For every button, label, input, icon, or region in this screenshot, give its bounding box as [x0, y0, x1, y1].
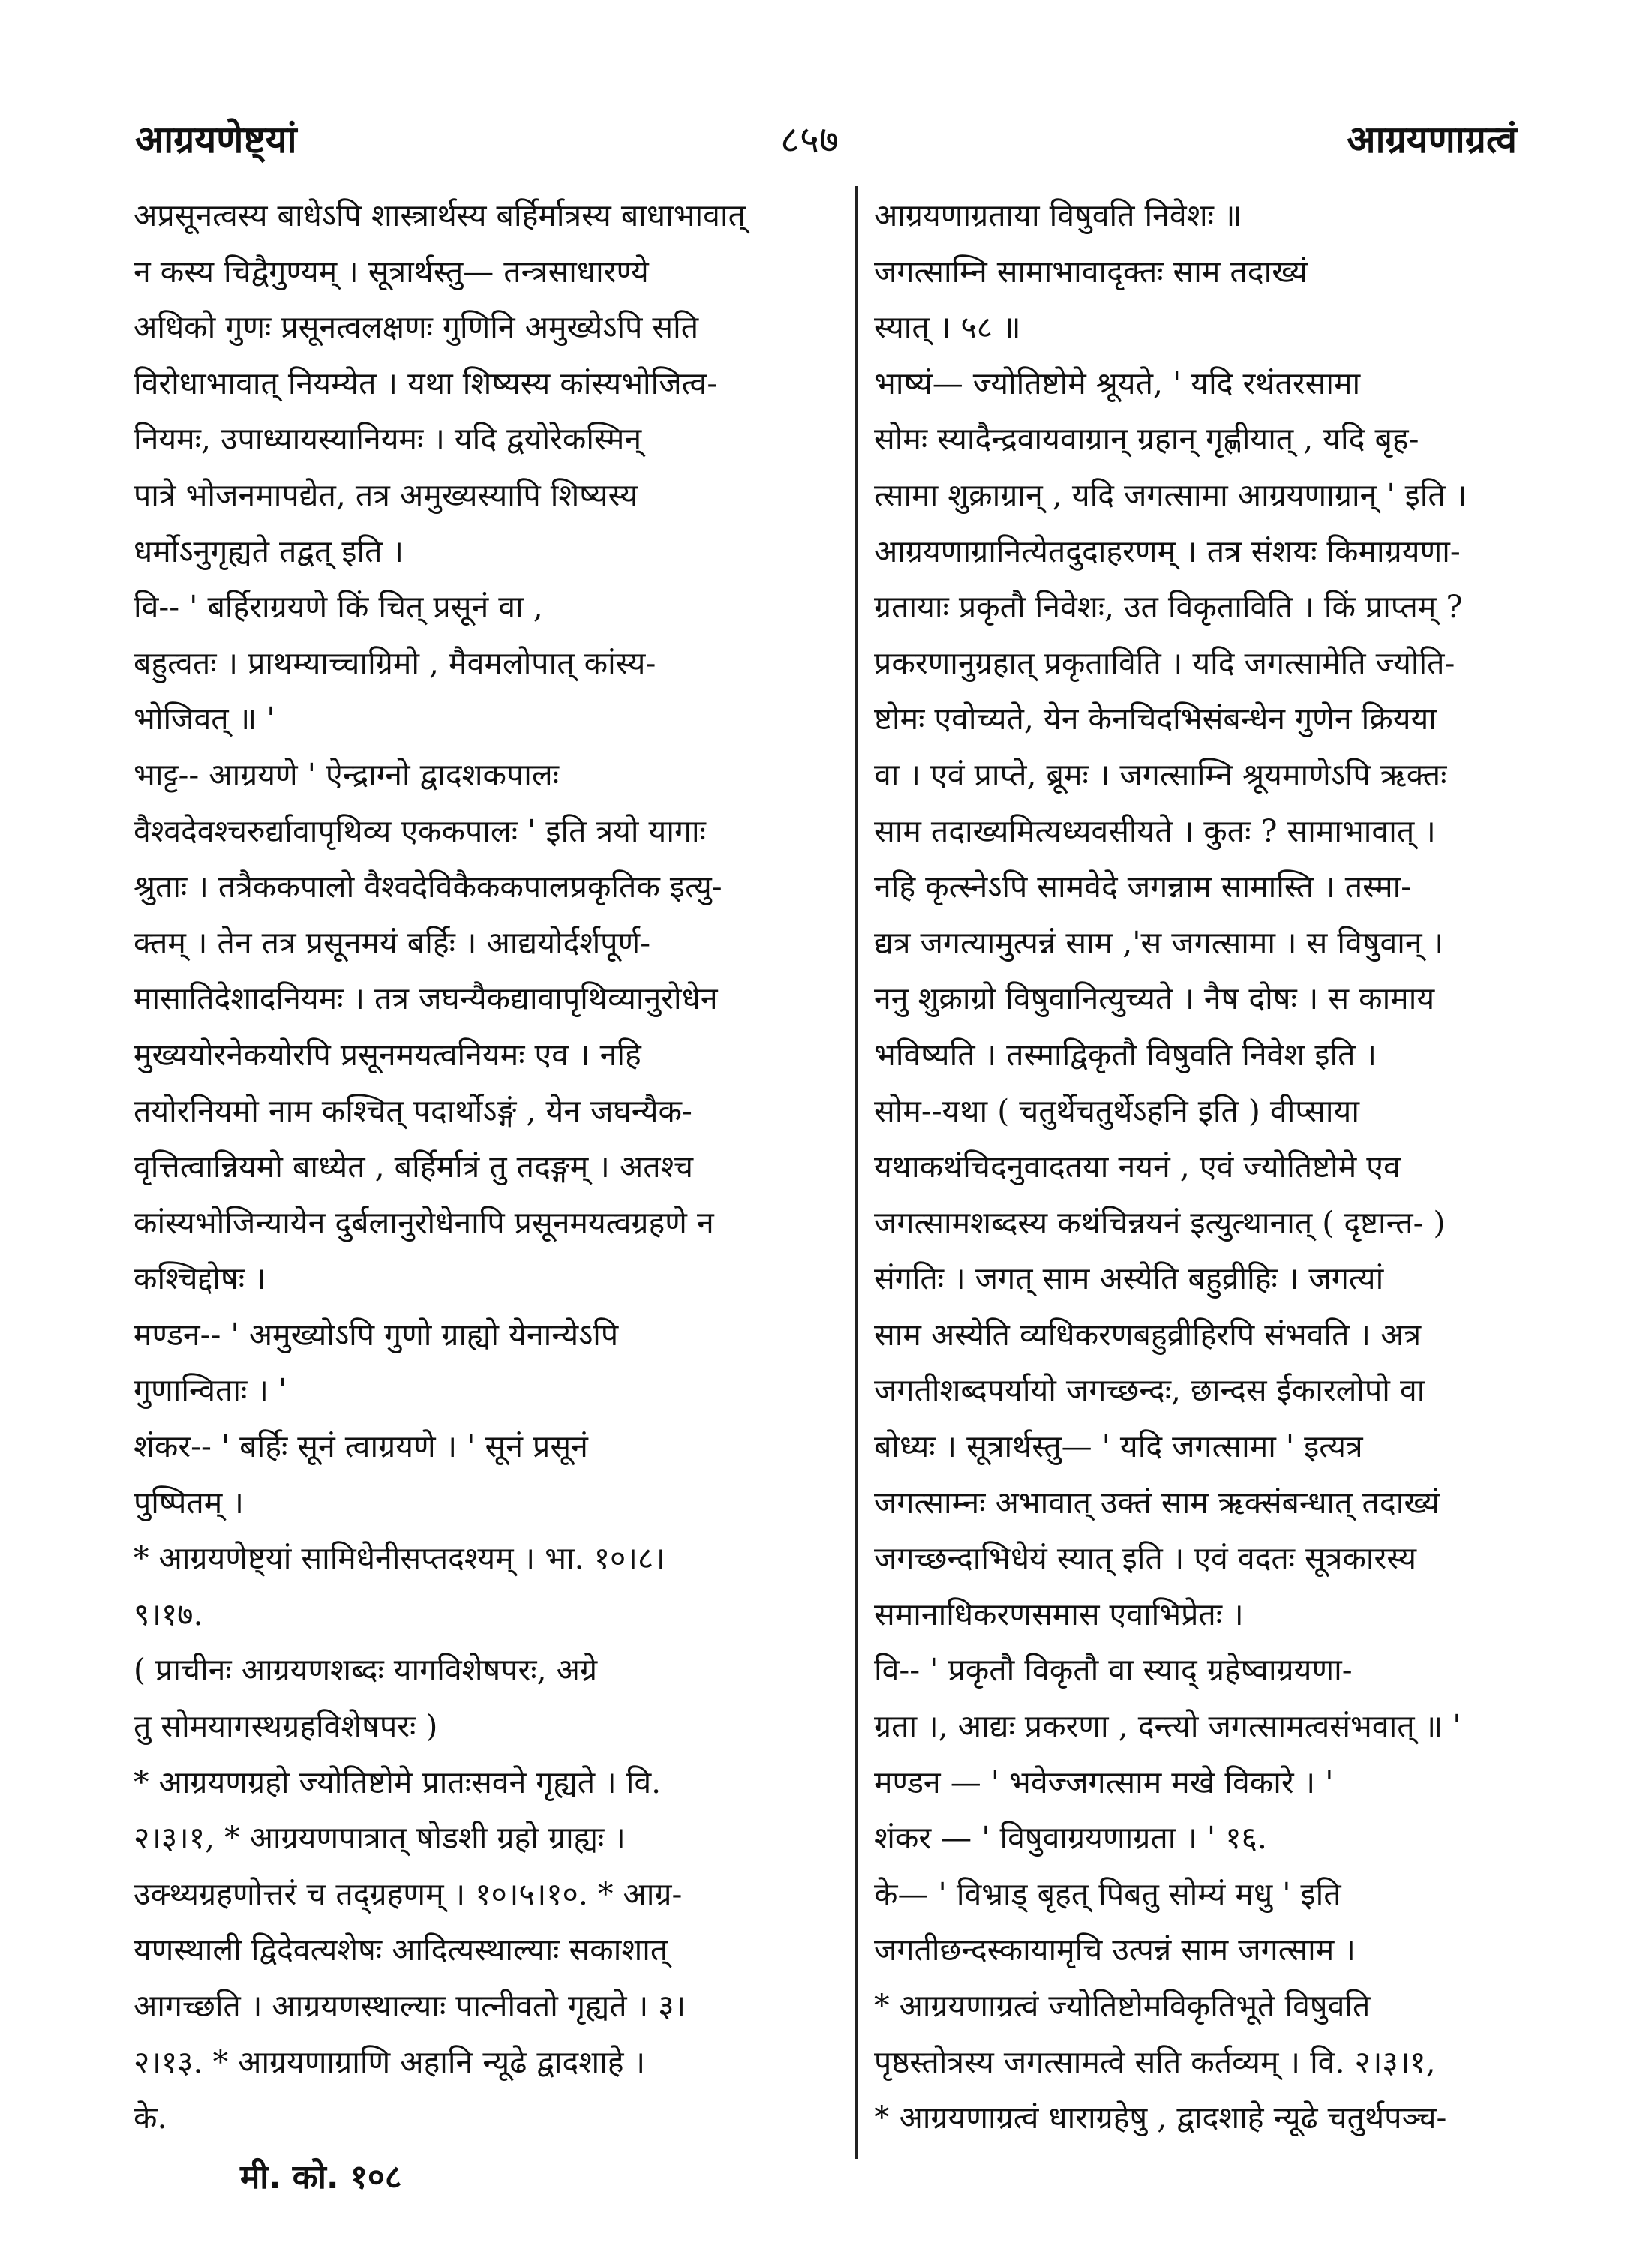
- text-line: धर्मोऽनुगृह्यते तद्वत् इति ।: [134, 533, 404, 569]
- text-line: * आग्रयणाग्रत्वं धाराग्रहेषु , द्वादशाहे न्यूढे चतुर्थपञ्च-: [874, 2100, 1447, 2136]
- text-line: शंकर-- ' बर्हिः सूनं त्वाग्रयणे । ' सूनं प्रसूनं: [134, 1428, 588, 1465]
- running-head-right: आग्रयणाग्रत्वं: [1347, 118, 1517, 161]
- text-line: समानाधिकरणसमास एवाभिप्रेतः ।: [874, 1596, 1244, 1632]
- left-column: [134, 188, 839, 2146]
- text-line: तु सोमयागस्थग्रहविशेषपरः ): [134, 1708, 438, 1745]
- text-line: जगत्साम्नि सामाभावादृक्तः साम तदाख्यं: [874, 253, 1308, 290]
- text-line: के.: [134, 2100, 167, 2136]
- text-line: मुख्ययोरनेकयोरपि प्रसूनमयत्वनियमः एव । नहि: [134, 1036, 641, 1073]
- right-column: [874, 188, 1542, 2146]
- text-line: उक्थ्यग्रहणोत्तरं च तद्ग्रहणम् । १०।५।१०. * आग्र-: [134, 1875, 683, 1912]
- text-line: * आग्रयणग्रहो ज्योतिष्टोमे प्रातःसवने गृह्यते । वि.: [134, 1764, 662, 1800]
- text-line: आग्रयणाग्रताया विषुवति निवेशः ॥: [874, 197, 1242, 233]
- text-line: ग्रता ।, आद्यः प्रकरणा , दन्त्यो जगत्सामत्वसंभवात् ॥ ': [874, 1708, 1461, 1745]
- text-line: २।१३. * आग्रयणाग्राणि अहानि न्यूढे द्वादशाहे ।: [134, 2043, 646, 2080]
- text-line: के— ' विभ्राड् बृहत् पिबतु सोम्यं मधु ' इति: [874, 1875, 1341, 1912]
- text-line: कश्चिद्दोषः ।: [134, 1260, 266, 1297]
- text-line: साम अस्येति व्यधिकरणबहुव्रीहिरपि संभवति । अत्र: [874, 1316, 1422, 1353]
- text-line: सोम--यथा ( चतुर्थेचतुर्थेऽहनि इति ) वीप्साया: [874, 1092, 1359, 1129]
- running-head-left: आग्रयणेष्ट्यां: [135, 118, 297, 161]
- text-line: पात्रे भोजनमापद्येत, तत्र अमुख्यस्यापि शिष्यस्य: [134, 476, 638, 513]
- page-number: ८५७: [780, 118, 839, 161]
- text-line: पुष्पितम् ।: [134, 1484, 244, 1521]
- text-line: वि-- ' प्रकृतौ विकृतौ वा स्याद् ग्रहेष्वाग्रयणा-: [874, 1652, 1353, 1689]
- text-line: भाष्यं— ज्योतिष्टोमे श्रूयते, ' यदि रथंतरसामा: [874, 365, 1361, 401]
- text-line: बहुत्वतः । प्राथम्याच्चाग्रिमो , मैवमलोपात् कांस्य-: [134, 644, 656, 681]
- text-line: वृत्तित्वान्नियमो बाध्येत , बर्हिर्मात्रं तु तदङ्गम् । अतश्च: [134, 1149, 694, 1185]
- text-line: वैश्वदेवश्चरुर्द्यावापृथिव्य एककपालः ' इति त्रयो यागाः: [134, 812, 706, 849]
- text-line: नियमः, उपाध्यायस्यानियमः । यदि द्वयोरेकस्मिन्: [134, 421, 642, 458]
- text-line: मण्डन — ' भवेज्जगत्साम मखे विकारे । ': [874, 1764, 1334, 1800]
- text-line: यथाकथंचिदनुवादतया नयनं , एवं ज्योतिष्टोमे एव: [874, 1149, 1401, 1185]
- text-line: ( प्राचीनः आग्रयणशब्दः यागविशेषपरः, अग्रे: [134, 1652, 598, 1689]
- text-line: साम तदाख्यमित्यध्यवसीयते । कुतः ? सामाभावात् ।: [874, 812, 1436, 849]
- text-line: अप्रसूनत्वस्य बाधेऽपि शास्त्रार्थस्य बर्हिर्मात्रस्य बाधाभावात्: [134, 197, 746, 233]
- text-line: संगतिः । जगत् साम अस्येति बहुव्रीहिः । जगत्यां: [874, 1260, 1384, 1297]
- text-line: न कस्य चिद्वैगुण्यम् । सूत्रार्थस्तु— तन्त्रसाधारण्ये: [134, 253, 649, 290]
- text-line: ग्रतायाः प्रकृतौ निवेशः, उत विकृताविति । किं प्राप्तम् ?: [874, 589, 1463, 626]
- text-line: अधिको गुणः प्रसूनत्वलक्षणः गुणिनि अमुख्येऽपि सति: [134, 309, 699, 346]
- text-line: सोमः स्यादैन्द्रवायवाग्रान् ग्रहान् गृह्णीयात् , यदि बृह-: [874, 421, 1419, 458]
- text-line: तयोरनियमो नाम कश्चित् पदार्थोऽङ्गं , येन जघन्यैक-: [134, 1092, 692, 1129]
- text-line: वा । एवं प्राप्ते, ब्रूमः । जगत्साम्नि श्रूयमाणेऽपि ऋक्तः: [874, 756, 1447, 793]
- text-line: पृष्ठस्तोत्रस्य जगत्सामत्वे सति कर्तव्यम् । वि. २।३।१,: [874, 2043, 1436, 2080]
- text-line: ननु शुक्राग्रो विषुवानित्युच्यते । नैष दोषः । स कामाय: [874, 980, 1435, 1017]
- text-line: * आग्रयणेष्ट्यां सामिधेनीसप्तदश्यम् । भा. १०।८।: [134, 1540, 665, 1577]
- text-line: श्रुताः । तत्रैककपालो वैश्वदेविकैककपालप्रकृतिक इत्यु-: [134, 869, 722, 905]
- text-line: विरोधाभावात् नियम्येत । यथा शिष्यस्य कांस्यभोजित्व-: [134, 365, 718, 401]
- text-line: प्रकरणानुग्रहात् प्रकृताविति । यदि जगत्सामेति ज्योति-: [874, 644, 1455, 681]
- text-line: जगत्साम्नः अभावात् उक्तं साम ऋक्संबन्धात् तदाख्यं: [874, 1484, 1440, 1521]
- text-line: ९।१७.: [134, 1596, 203, 1632]
- text-line: द्यत्र जगत्यामुत्पन्नं साम ,'स जगत्सामा । स विषुवान् ।: [874, 924, 1444, 961]
- column-divider: [855, 186, 858, 2159]
- text-line: शंकर — ' विषुवाग्रयणाग्रता । ' १६.: [874, 1820, 1267, 1857]
- text-line: गुणान्विताः । ': [134, 1372, 287, 1409]
- text-line: भोजिवत् ॥ ': [134, 701, 275, 737]
- text-line: भाट्ट-- आग्रयणे ' ऐन्द्राग्नो द्वादशकपालः: [134, 756, 559, 793]
- text-line: बोध्यः । सूत्रार्थस्तु— ' यदि जगत्सामा ' इत्यत्र: [874, 1428, 1363, 1465]
- text-line: वि-- ' बर्हिराग्रयणे किं चित् प्रसूनं वा ,: [134, 589, 543, 626]
- text-line: भविष्यति । तस्माद्विकृतौ विषुवति निवेश इति ।: [874, 1036, 1377, 1073]
- text-line: त्सामा शुक्राग्रान् , यदि जगत्सामा आग्रयणाग्रान् ' इति ।: [874, 476, 1467, 513]
- text-line: जगत्सामशब्दस्य कथंचिन्नयनं इत्युत्थानात् ( दृष्टान्त- ): [874, 1204, 1446, 1241]
- footer-signature: मी. को. १०८: [240, 2158, 402, 2196]
- text-line: मण्डन-- ' अमुख्योऽपि गुणो ग्राह्यो येनान्येऽपि: [134, 1316, 619, 1353]
- text-line: जगच्छन्दाभिधेयं स्यात् इति । एवं वदतः सूत्रकारस्य: [874, 1540, 1417, 1577]
- text-line: ष्टोमः एवोच्यते, येन केनचिदभिसंबन्धेन गुणेन क्रियया: [874, 701, 1437, 737]
- text-line: कांस्यभोजिन्यायेन दुर्बलानुरोधेनापि प्रसूनमयत्वग्रहणे न: [134, 1204, 714, 1241]
- text-line: २।३।१, * आग्रयणपात्रात् षोडशी ग्रहो ग्राह्यः ।: [134, 1820, 626, 1857]
- text-line: नहि कृत्स्नेऽपि सामवेदे जगन्नाम सामास्ति । तस्मा-: [874, 869, 1412, 905]
- text-line: जगतीशब्दपर्यायो जगच्छन्दः, छान्दस ईकारलोपो वा: [874, 1372, 1425, 1409]
- text-line: जगतीछन्दस्कायामृचि उत्पन्नं साम जगत्साम ।: [874, 1932, 1356, 1968]
- text-line: क्तम् । तेन तत्र प्रसूनमयं बर्हिः । आद्ययोर्दर्शपूर्ण-: [134, 924, 651, 961]
- text-line: यणस्थाली द्विदेवत्यशेषः आदित्यस्थाल्याः सकाशात्: [134, 1932, 668, 1968]
- text-line: आगच्छति । आग्रयणस्थाल्याः पात्नीवतो गृह्यते । ३।: [134, 1988, 686, 2024]
- text-line: * आग्रयणाग्रत्वं ज्योतिष्टोमविकृतिभूते विषुवति: [874, 1988, 1371, 2024]
- text-line: मासातिदेशादनियमः । तत्र जघन्यैकद्यावापृथिव्यानुरोधेन: [134, 980, 718, 1017]
- text-line: आग्रयणाग्रानित्येतदुदाहरणम् । तत्र संशयः किमाग्रयणा-: [874, 533, 1461, 569]
- text-line: स्यात् । ५८ ॥: [874, 309, 1021, 346]
